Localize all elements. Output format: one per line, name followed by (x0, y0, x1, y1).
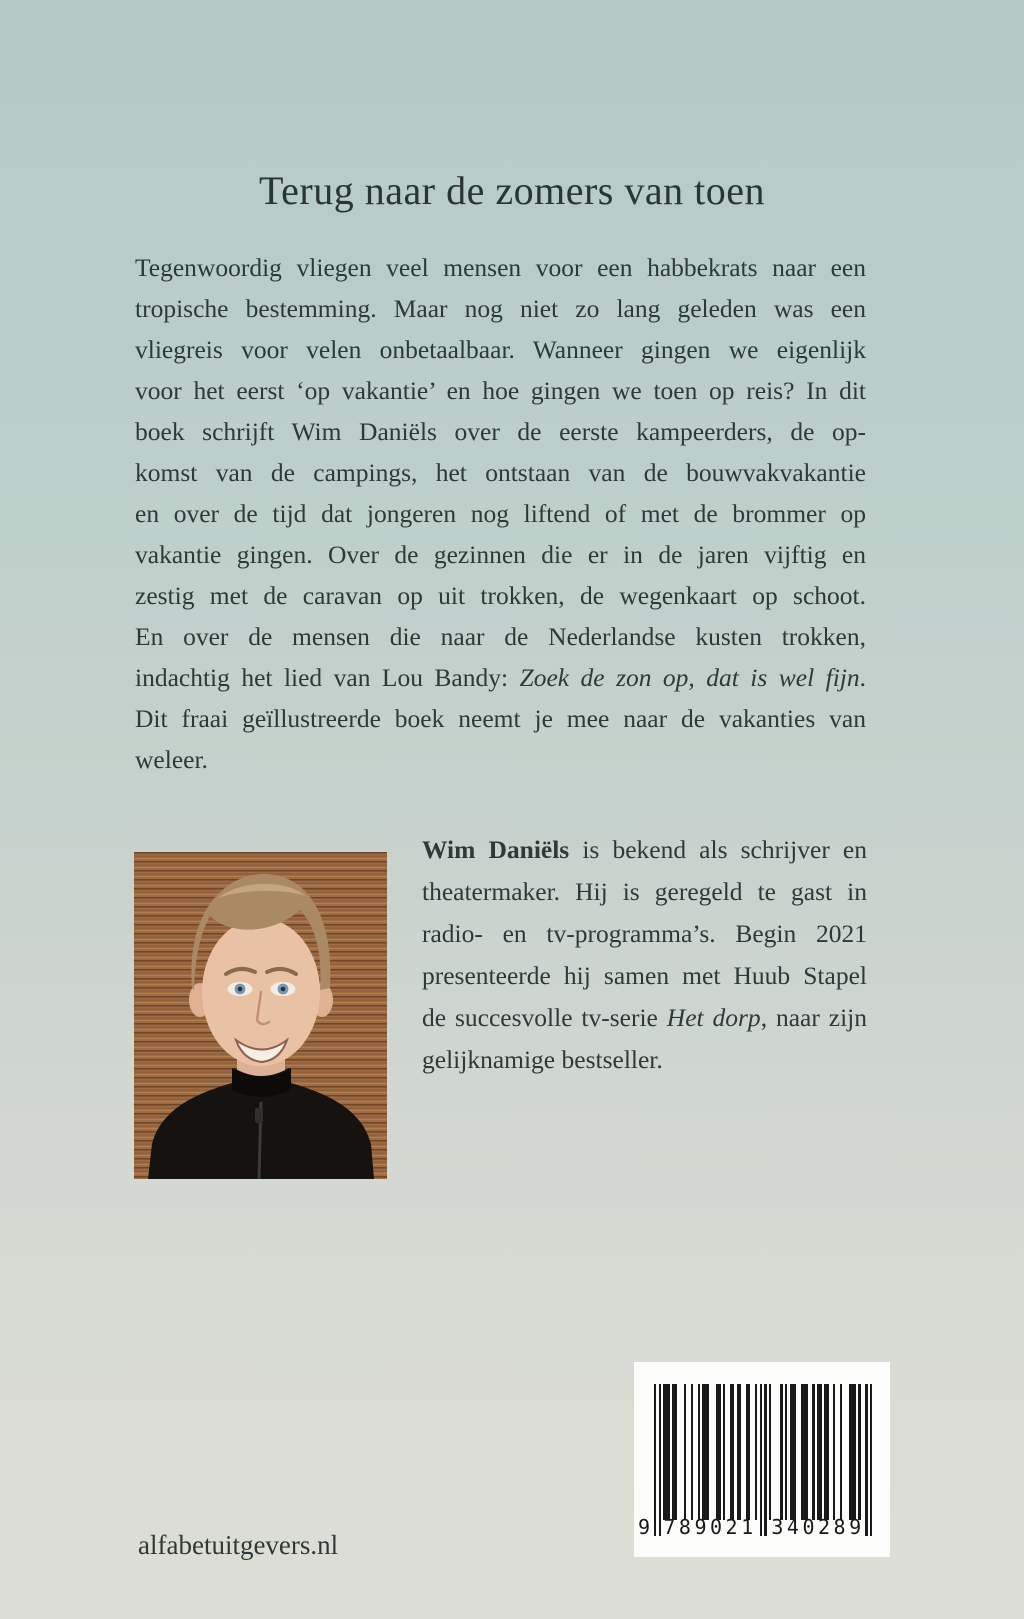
publisher-url: alfabetuitgevers.nl (138, 1530, 339, 1560)
bio-line: theatermaker. Hij is geregeld te gast in (422, 877, 867, 906)
blurb-line: Tegenwoordig vliegen veel mensen voor een habbekrats naar een (135, 253, 866, 282)
blurb-line: voor het eerst ‘op vakantie’ en hoe gingen we toen op reis? In dit (135, 376, 866, 405)
blurb-line: vakantie gingen. Over de gezinnen die er in de jaren vijftig en (135, 540, 866, 569)
book-title: Terug naar de zomers van toen (259, 168, 765, 213)
bio-line: radio- en tv-programma’s. Begin 2021 (422, 919, 867, 948)
barcode-digits-right: 340289 (771, 1515, 865, 1539)
blurb-line: Dit fraai geïllustreerde boek neemt je mee naar de vakanties van (135, 704, 866, 733)
blurb-line: komst van de campings, het ontstaan van de bouwvakvakantie (135, 458, 866, 487)
barcode-bars (654, 1384, 872, 1539)
blurb-line: boek schrijft Wim Daniëls over de eerste kampeerders, de op- (135, 417, 866, 446)
author-photo (134, 852, 387, 1179)
zipper-pull (255, 1108, 263, 1123)
bio-line: Wim Daniëls is bekend als schrijver en (422, 835, 867, 864)
blurb-line: zestig met de caravan op uit trokken, de wegenkaart op schoot. (135, 581, 866, 610)
isbn-barcode (634, 1362, 890, 1557)
blurb-line: tropische bestemming. Maar nog niet zo lang geleden was een (135, 294, 866, 323)
bio-line: presenteerde hij samen met Huub Stapel (422, 961, 867, 990)
blurb-line: En over de mensen die naar de Nederlandse kusten trokken, (135, 622, 866, 651)
blurb-line: vliegreis voor velen onbetaalbaar. Wanneer gingen we eigenlijk (135, 335, 866, 364)
author-photo-illustration (134, 852, 387, 1179)
blurb-line: en over de tijd dat jongeren nog liftend of met de brommer op (135, 499, 866, 528)
blurb-line: weleer. (135, 745, 208, 774)
blurb-line: indachtig het lied van Lou Bandy: Zoek de zon op, dat is wel fijn. (135, 663, 866, 692)
blurb-paragraph (135, 247, 866, 780)
bio-line: de succesvolle tv-serie Het dorp, naar zijn (422, 1003, 867, 1032)
bio-line: gelijknamige bestseller. (422, 1045, 663, 1074)
barcode-digits-left: 789021 (663, 1515, 757, 1539)
barcode-digit-lead: 9 (637, 1515, 651, 1539)
author-bio (422, 829, 867, 1081)
